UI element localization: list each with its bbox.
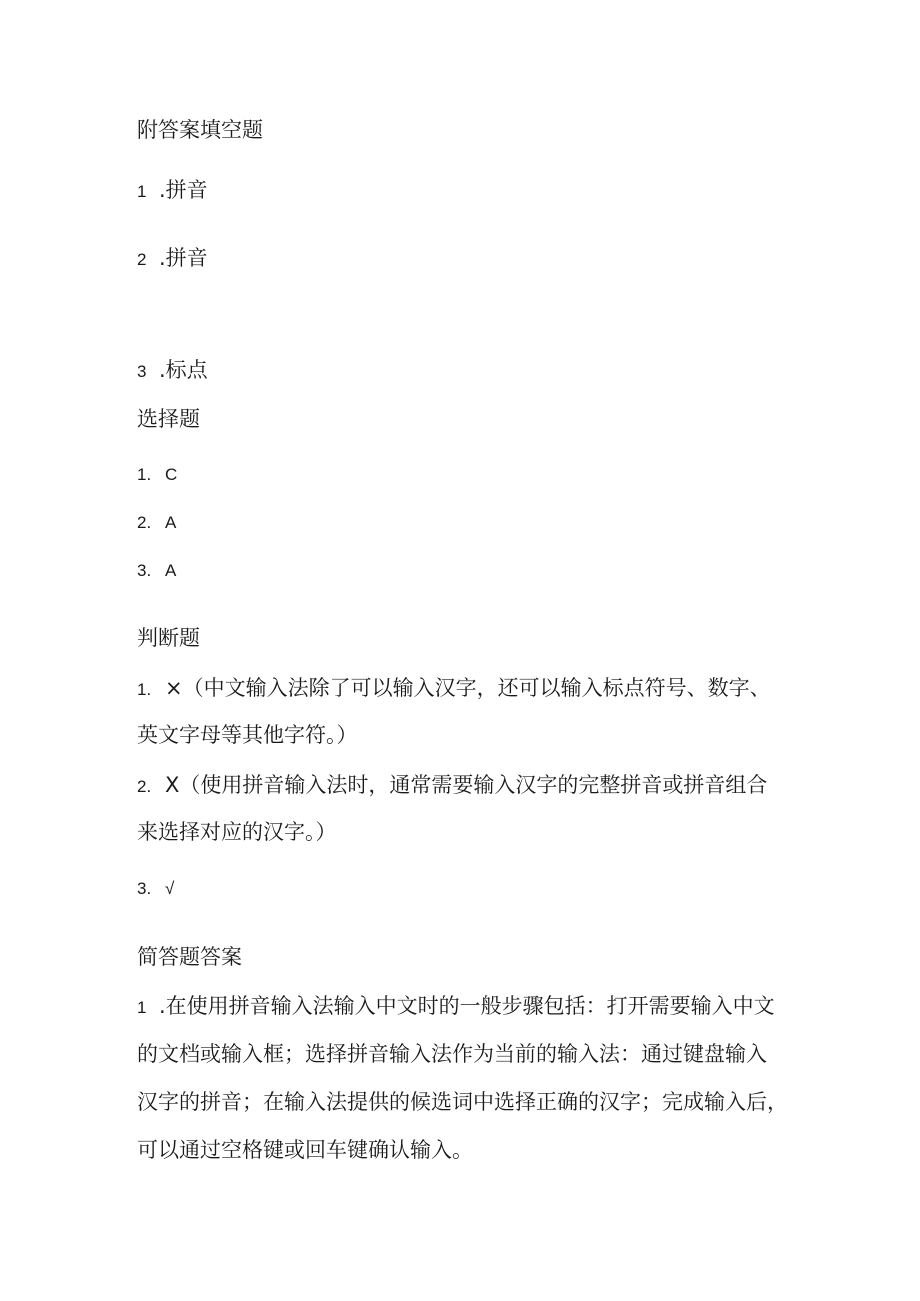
item-number: 3. [137,879,152,898]
fill-blank-item-1 [137,176,208,206]
true-false-item-1-line-2: 英文字母等其他字符。） [137,723,358,747]
item-answer: .在使用拼音输入法输入中文时的一般步骤包括：打开需要输入中文 [159,994,775,1018]
item-answer: A [165,513,177,532]
item-number: 3. [137,561,152,580]
true-false-item-2-line-2: 来选择对应的汉字。） [137,820,337,844]
short-answer-item-1-line-2: 的文档或输入框；选择拼音输入法作为当前的输入法：通过键盘输入 [137,1042,767,1066]
true-false-item-1-line-1 [137,674,771,704]
item-answer: .拼音 [159,246,208,270]
section-heading-fill-blank: 附答案填空题 [137,118,263,142]
choice-item-1 [137,459,177,489]
choice-item-2 [137,507,176,537]
fill-blank-item-2 [137,244,208,274]
item-number: 1 [137,182,147,201]
short-answer-item-1-line-4: 可以通过空格键或回车键确认输入。 [137,1138,473,1162]
short-answer-item-1-line-3: 汉字的拼音；在输入法提供的候选词中选择正确的汉字；完成输入后， [137,1090,788,1114]
item-answer: .标点 [159,358,208,382]
item-answer: C [165,465,178,484]
section-heading-true-false: 判断题 [137,626,200,650]
choice-item-3 [137,555,176,585]
item-number: 2. [137,777,152,796]
item-answer: .拼音 [159,178,208,202]
true-false-item-2-line-1 [137,771,767,801]
item-number: 1 [137,998,147,1017]
item-answer: ×（中文输入法除了可以输入汉字，还可以输入标点符号、数字、 [165,676,771,700]
item-number: 3 [137,362,147,381]
item-answer: X（使用拼音输入法时，通常需要输入汉字的完整拼音或拼音组合 [165,773,768,797]
section-heading-multiple-choice: 选择题 [137,407,200,431]
section-heading-short-answer: 简答题答案 [137,945,242,969]
item-number: 1. [137,680,152,699]
short-answer-item-1-line-1 [137,992,775,1022]
item-number: 2. [137,513,152,532]
item-number: 1. [137,465,152,484]
item-number: 2 [137,250,147,269]
item-answer: √ [165,879,175,898]
true-false-item-3 [137,873,174,903]
item-answer: A [165,561,177,580]
fill-blank-item-3 [137,356,208,386]
